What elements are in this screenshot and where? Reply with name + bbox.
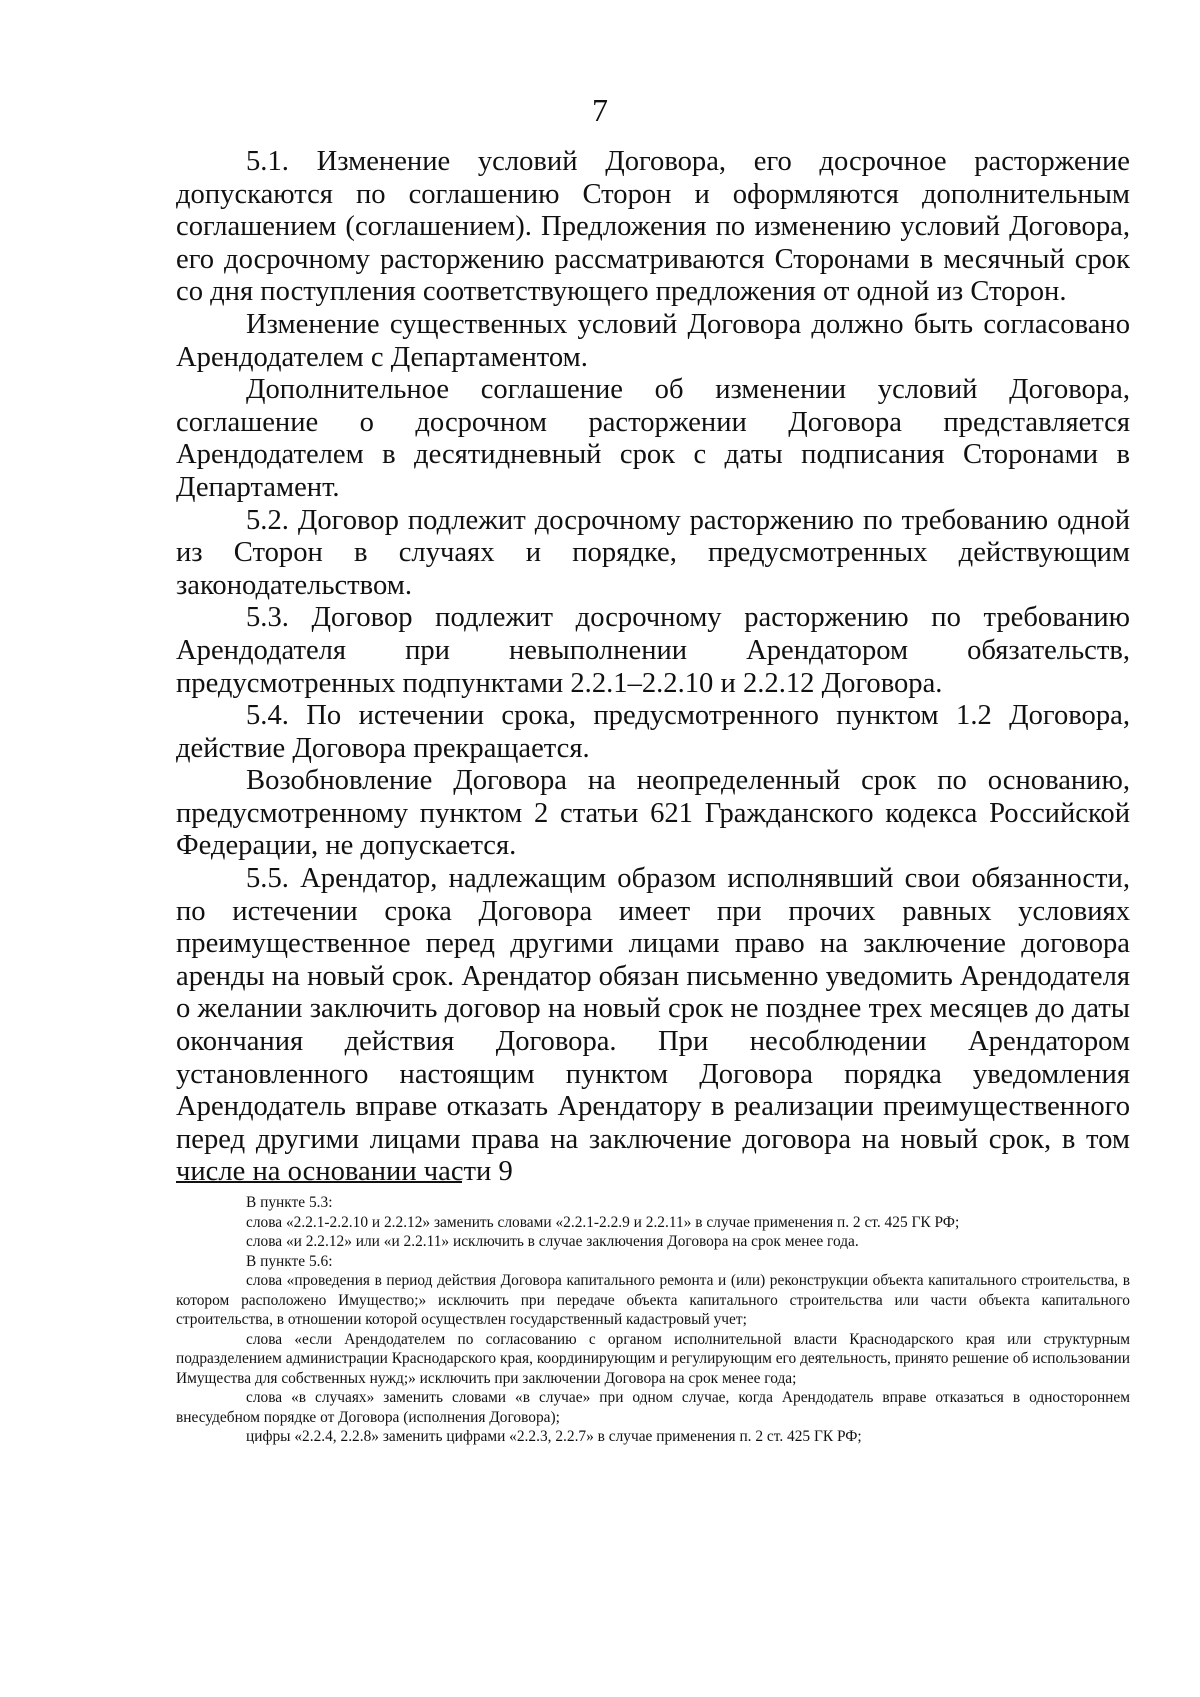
paragraph-5-1: 5.1. Изменение условий Договора, его досрочное расторжение допускаются по соглашению Сторон и оформляются дополнительным соглашением (соглашением). Предложения по изменению условий Договора, его досрочному расторжению рассматриваются Сторонами в месячный срок со дня поступления соответствующего предложения от одной из Сторон. <box>176 146 1130 308</box>
paragraph-5-4: 5.4. По истечении срока, предусмотренного пунктом 1.2 Договора, действие Договора прекращается. <box>176 700 1130 764</box>
paragraph-5-1-additional-agreement: Дополнительное соглашение об изменении условий Договора, соглашение о досрочном расторжении Договора представляется Арендодателем в десятидневный срок с даты подписания Сторонами в Департамент. <box>176 374 1130 503</box>
footnote-item: слова «2.2.1-2.2.10 и 2.2.12» заменить словами «2.2.1-2.2.9 и 2.2.11» в случае применения п. 2 ст. 425 ГК РФ; <box>246 1213 960 1231</box>
footnotes <box>176 1193 1130 1447</box>
footnote-separator <box>176 1181 462 1183</box>
footnote-item: слова «проведения в период действия Договора капитального ремонта и (или) реконструкции объекта капитального строительства, в котором расположено Имущество;» исключить при передаче объекта капитального строительства или части объекта капитального строительства, в отношении которой осуществлен государственный кадастровый учет; <box>176 1272 1130 1328</box>
paragraph-5-4-renewal: Возобновление Договора на неопределенный срок по основанию, предусмотренному пунктом 2 статьи 621 Гражданского кодекса Российской Федерации, не допускается. <box>176 765 1130 862</box>
paragraph-5-1-essential-terms: Изменение существенных условий Договора должно быть согласовано Арендодателем с Департаментом. <box>176 308 1130 373</box>
paragraph-5-3: 5.3. Договор подлежит досрочному расторжению по требованию Арендодателя при невыполнении Арендатором обязательств, предусмотренных подпунктами 2.2.1–2.2.10 и 2.2.12 Договора. <box>176 602 1130 699</box>
footnote-item: слова «в случаях» заменить словами «в случае» при одном случае, когда Арендодатель вправе отказаться в одностороннем внесудебном порядке от Договора (исполнения Договора); <box>176 1389 1130 1426</box>
footnote-item: слова «если Арендодателем по согласованию с органом исполнительной власти Краснодарского края или структурным подразделением администрации Краснодарского края, координирующим и регулирующим его деятельность, принято решение об использовании Имущества для собственных нужд;» исключить при заключении Договора на срок менее года; <box>176 1330 1130 1387</box>
footnote-item: В пункте 5.6: <box>246 1252 333 1270</box>
footnote-item: В пункте 5.3: <box>246 1194 333 1211</box>
page-number: 7 <box>592 92 608 128</box>
paragraph-5-5: 5.5. Арендатор, надлежащим образом исполнявший свои обязанности, по истечении срока Договора имеет при прочих равных условиях преимущественное перед другими лицами право на заключение договора аренды на новый срок. Арендатор обязан письменно уведомить Арендодателя о желании заключить договор на новый срок не позднее трех месяцев до даты окончания действия Договора. При несоблюдении Арендатором установленного настоящим пунктом Договора порядка уведомления Арендодатель вправе отказать Арендатору в реализации преимущественного перед другими лицами права на заключение договора на новый срок, в том числе на основании части 9 <box>176 863 1130 1188</box>
main-text <box>176 146 1130 1189</box>
paragraph-5-2: 5.2. Договор подлежит досрочному расторжению по требованию одной из Сторон в случаях и порядке, предусмотренных действующим законодательством. <box>176 504 1130 601</box>
footnote-item: цифры «2.2.4, 2.2.8» заменить цифрами «2.2.3, 2.2.7» в случае применения п. 2 ст. 425 ГК РФ; <box>246 1428 862 1445</box>
footnote-item: слова «и 2.2.12» или «и 2.2.11» исключить в случае заключения Договора на срок менее года. <box>246 1233 859 1250</box>
